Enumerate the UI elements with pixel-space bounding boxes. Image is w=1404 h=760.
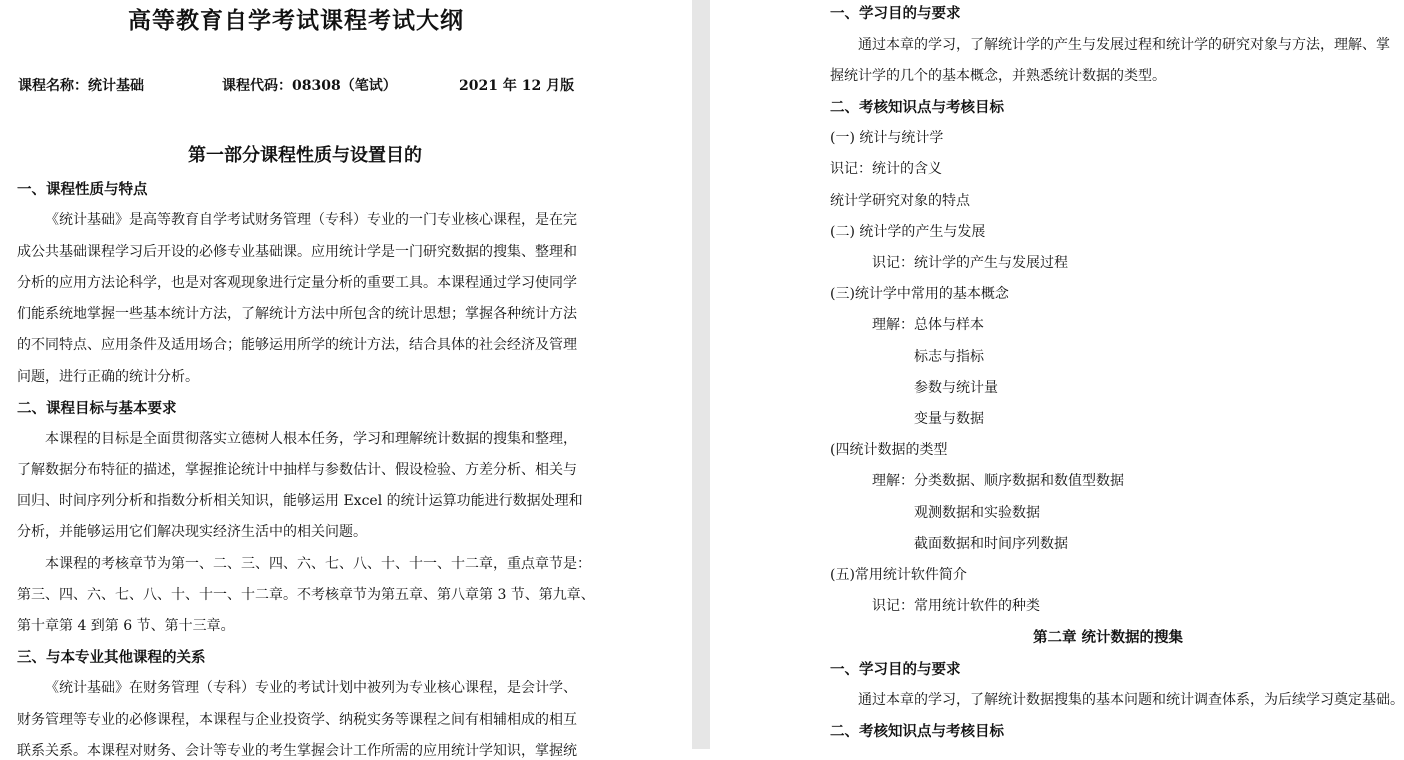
section-heading: 三、与本专业其他课程的关系 <box>17 649 206 666</box>
outline-item: 识记：统计学的产生与发展过程 <box>872 255 1068 271</box>
section-heading: 一、学习目的与要求 <box>830 5 961 22</box>
paragraph-line: 的不同特点、应用条件及适用场合；能够运用所学的统计方法，结合具体的社会经济及管理 <box>17 337 577 353</box>
paragraph-line: 联系关系。本课程对财务、会计等专业的考生掌握会计工作所需的应用统计学知识，掌握统 <box>17 743 577 759</box>
part-one-title: 第一部分课程性质与设置目的 <box>188 145 422 166</box>
paragraph-line: 本课程的考核章节为第一、二、三、四、六、七、八、十、十一、十二章，重点章节是： <box>45 556 591 572</box>
outline-item: 理解：分类数据、顺序数据和数值型数据 <box>872 473 1124 489</box>
paragraph-line: 《统计基础》在财务管理（专科）专业的考试计划中被列为专业核心课程，是会计学、 <box>45 680 577 696</box>
outline-item: 变量与数据 <box>914 411 984 427</box>
section-heading: 一、课程性质与特点 <box>17 181 148 198</box>
outline-item: 统计学研究对象的特点 <box>830 193 970 209</box>
paragraph-line: 本课程的目标是全面贯彻落实立德树人根本任务，学习和理解统计数据的搜集和整理， <box>45 431 577 447</box>
paragraph-line: 了解数据分布特征的描述，掌握推论统计中抽样与参数估计、假设检验、方差分析、相关与 <box>17 462 577 478</box>
outline-item: 识记：统计的含义 <box>830 161 942 177</box>
paragraph-line: 《统计基础》是高等教育自学考试财务管理（专科）专业的一门专业核心课程，是在完 <box>45 212 577 228</box>
section-heading: 二、考核知识点与考核目标 <box>830 99 1004 116</box>
document-title: 高等教育自学考试课程考试大纲 <box>128 7 464 34</box>
document-page-right <box>710 0 1404 749</box>
paragraph-line: 问题，进行正确的统计分析。 <box>17 369 199 385</box>
paragraph-line: 财务管理等专业的必修课程，本课程与企业投资学、纳税实务等课程之间有相辅相成的相互 <box>17 712 577 728</box>
outline-item: (二) 统计学的产生与发展 <box>830 224 986 240</box>
course-name: 课程名称：统计基础 <box>18 78 144 94</box>
outline-item: 观测数据和实验数据 <box>914 505 1040 521</box>
paragraph-line: 第十章第 4 到第 6 节、第十三章。 <box>17 618 235 634</box>
page-gutter <box>692 0 710 749</box>
outline-item: (三)统计学中常用的基本概念 <box>830 286 1009 302</box>
outline-item: 参数与统计量 <box>914 380 998 396</box>
paragraph-line: 成公共基础课程学习后开设的必修专业基础课。应用统计学是一门研究数据的搜集、整理和 <box>17 244 577 260</box>
paragraph-line: 通过本章的学习，了解统计数据搜集的基本问题和统计调查体系，为后续学习奠定基础。 <box>858 692 1404 708</box>
paragraph-line: 分析的应用方法论科学，也是对客观现象进行定量分析的重要工具。本课程通过学习使同学 <box>17 275 577 291</box>
document-page-left <box>0 0 692 759</box>
paragraph-line: 通过本章的学习，了解统计学的产生与发展过程和统计学的研究对象与方法，理解、掌 <box>858 37 1390 53</box>
section-heading: 二、课程目标与基本要求 <box>17 400 177 417</box>
paragraph-line: 分析，并能够运用它们解决现实经济生活中的相关问题。 <box>17 524 367 540</box>
outline-item: (一) 统计与统计学 <box>830 130 944 146</box>
outline-item: 截面数据和时间序列数据 <box>914 536 1068 552</box>
edition-date: 2021 年 12 月版 <box>459 78 575 94</box>
section-heading: 一、学习目的与要求 <box>830 661 961 678</box>
outline-item: (四统计数据的类型 <box>830 442 948 458</box>
paragraph-line: 们能系统地掌握一些基本统计方法，了解统计方法中所包含的统计思想；掌握各种统计方法 <box>17 306 577 322</box>
outline-item: 标志与指标 <box>914 349 984 365</box>
outline-item: 理解：总体与样本 <box>872 317 984 333</box>
section-heading: 二、考核知识点与考核目标 <box>830 723 1004 740</box>
outline-item: 识记：常用统计软件的种类 <box>872 598 1040 614</box>
paragraph-line: 第三、四、六、七、八、十、十一、十二章。不考核章节为第五章、第八章第 3 节、第九章、 <box>17 587 595 603</box>
outline-item: (五)常用统计软件简介 <box>830 567 967 583</box>
paragraph-line: 握统计学的几个的基本概念，并熟悉统计数据的类型。 <box>830 68 1166 84</box>
paragraph-line: 回归、时间序列分析和指数分析相关知识，能够运用 Excel 的统计运算功能进行数据处理和 <box>17 493 583 509</box>
course-code: 课程代码：08308（笔试） <box>222 78 397 94</box>
chapter-title: 第二章 统计数据的搜集 <box>1033 629 1184 646</box>
